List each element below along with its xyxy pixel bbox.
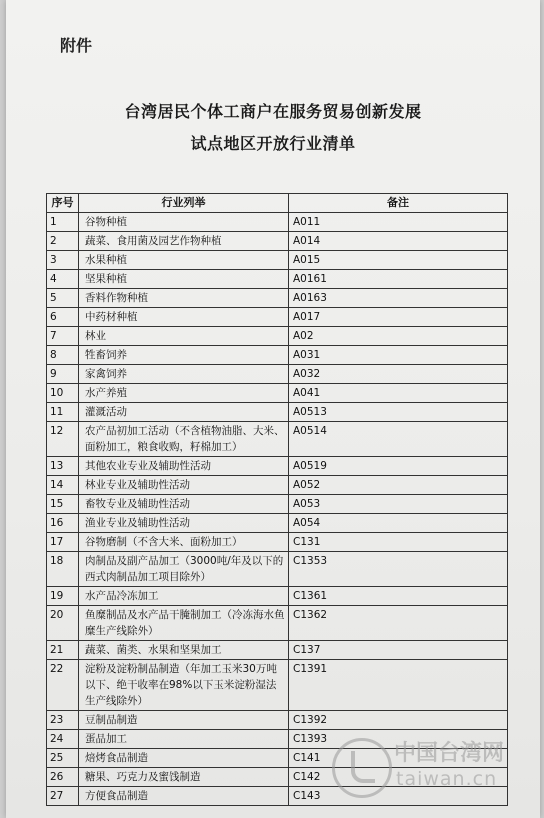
row-remark: A02 — [289, 327, 508, 346]
header-industry: 行业列举 — [79, 194, 289, 213]
row-industry: 林业专业及辅助性活动 — [79, 476, 289, 495]
table-row — [47, 346, 508, 365]
row-remark: A054 — [289, 514, 508, 533]
row-remark: A015 — [289, 251, 508, 270]
row-industry: 谷物磨制（不含大米、面粉加工） — [79, 533, 289, 552]
row-industry: 中药材种植 — [79, 308, 289, 327]
header-remark: 备注 — [289, 194, 508, 213]
row-remark: A0513 — [289, 403, 508, 422]
row-industry: 谷物种植 — [79, 213, 289, 232]
table-row — [47, 270, 508, 289]
row-remark: A0514 — [289, 422, 508, 457]
row-industry: 家禽饲养 — [79, 365, 289, 384]
table-row — [47, 422, 508, 457]
industry-list-table — [46, 193, 508, 806]
row-index: 11 — [47, 403, 79, 422]
attachment-label: 附件 — [60, 36, 93, 55]
table-row — [47, 365, 508, 384]
table-row — [47, 660, 508, 711]
table-row — [47, 476, 508, 495]
table-row — [47, 552, 508, 587]
row-industry: 水产养殖 — [79, 384, 289, 403]
row-index: 4 — [47, 270, 79, 289]
row-remark: C1362 — [289, 606, 508, 641]
row-index: 27 — [47, 787, 79, 806]
watermark-cn: 中国台湾网 — [394, 741, 505, 766]
row-industry: 坚果种植 — [79, 270, 289, 289]
row-remark: A011 — [289, 213, 508, 232]
row-industry: 农产品初加工活动（不含植物油脂、大米、面粉加工，粮食收购，籽棉加工） — [79, 422, 289, 457]
table-row — [47, 495, 508, 514]
table-row — [47, 384, 508, 403]
table-row — [47, 213, 508, 232]
row-index: 21 — [47, 641, 79, 660]
row-index: 16 — [47, 514, 79, 533]
row-industry: 香料作物种植 — [79, 289, 289, 308]
row-industry: 水果种植 — [79, 251, 289, 270]
row-index: 8 — [47, 346, 79, 365]
row-index: 10 — [47, 384, 79, 403]
row-remark: C131 — [289, 533, 508, 552]
table-row — [47, 457, 508, 476]
row-remark: A014 — [289, 232, 508, 251]
table-header-row — [47, 194, 508, 213]
row-index: 23 — [47, 711, 79, 730]
row-remark: A017 — [289, 308, 508, 327]
row-remark: C1361 — [289, 587, 508, 606]
row-index: 7 — [47, 327, 79, 346]
row-industry: 蔬菜、菌类、水果和坚果加工 — [79, 641, 289, 660]
row-index: 1 — [47, 213, 79, 232]
table-row — [47, 606, 508, 641]
row-index: 25 — [47, 749, 79, 768]
table-row — [47, 403, 508, 422]
row-remark: A031 — [289, 346, 508, 365]
row-industry: 其他农业专业及辅助性活动 — [79, 457, 289, 476]
row-index: 2 — [47, 232, 79, 251]
row-remark: A0163 — [289, 289, 508, 308]
row-remark: C1392 — [289, 711, 508, 730]
row-remark: A053 — [289, 495, 508, 514]
row-industry: 水产品冷冻加工 — [79, 587, 289, 606]
row-index: 12 — [47, 422, 79, 457]
row-index: 9 — [47, 365, 79, 384]
row-remark: C142 — [289, 768, 508, 787]
table-body — [47, 213, 508, 806]
row-industry: 豆制品制造 — [79, 711, 289, 730]
row-industry: 糖果、巧克力及蜜饯制造 — [79, 768, 289, 787]
row-remark: A0519 — [289, 457, 508, 476]
table-row — [47, 251, 508, 270]
table-row — [47, 308, 508, 327]
table-row — [47, 533, 508, 552]
header-index: 序号 — [47, 194, 79, 213]
row-index: 14 — [47, 476, 79, 495]
watermark-en: taiwan.cn — [396, 768, 498, 790]
row-index: 3 — [47, 251, 79, 270]
row-index: 24 — [47, 730, 79, 749]
row-remark: A032 — [289, 365, 508, 384]
row-remark: C1391 — [289, 660, 508, 711]
row-industry: 蔬菜、食用菌及园艺作物种植 — [79, 232, 289, 251]
document-page — [6, 0, 540, 818]
row-industry: 肉制品及副产品加工（3000吨/年及以下的西式肉制品加工项目除外） — [79, 552, 289, 587]
row-remark: C143 — [289, 787, 508, 806]
row-index: 13 — [47, 457, 79, 476]
row-index: 18 — [47, 552, 79, 587]
table-row — [47, 641, 508, 660]
table-row — [47, 232, 508, 251]
watermark — [332, 732, 532, 802]
row-industry: 淀粉及淀粉制品制造（年加工玉米30万吨以下、绝干收率在98%以下玉米淀粉湿法生产线除外） — [79, 660, 289, 711]
table-row — [47, 327, 508, 346]
row-index: 17 — [47, 533, 79, 552]
row-industry: 鱼糜制品及水产品干腌制加工（冷冻海水鱼糜生产线除外） — [79, 606, 289, 641]
document-title-line2: 试点地区开放行业清单 — [190, 134, 356, 153]
table-row — [47, 514, 508, 533]
row-index: 20 — [47, 606, 79, 641]
row-remark: C137 — [289, 641, 508, 660]
row-remark: A041 — [289, 384, 508, 403]
row-index: 5 — [47, 289, 79, 308]
row-industry: 牲畜饲养 — [79, 346, 289, 365]
row-remark: C1353 — [289, 552, 508, 587]
table-row — [47, 587, 508, 606]
row-industry: 渔业专业及辅助性活动 — [79, 514, 289, 533]
row-industry: 畜牧专业及辅助性活动 — [79, 495, 289, 514]
row-index: 6 — [47, 308, 79, 327]
taiwan-net-logo-icon — [332, 738, 392, 798]
row-index: 22 — [47, 660, 79, 711]
table-row — [47, 711, 508, 730]
row-index: 19 — [47, 587, 79, 606]
row-industry: 焙烤食品制造 — [79, 749, 289, 768]
row-industry: 蛋品加工 — [79, 730, 289, 749]
row-remark: C141 — [289, 749, 508, 768]
document-title-line1: 台湾居民个体工商户在服务贸易创新发展 — [124, 102, 422, 121]
row-remark: A0161 — [289, 270, 508, 289]
row-industry: 方便食品制造 — [79, 787, 289, 806]
row-index: 26 — [47, 768, 79, 787]
row-index: 15 — [47, 495, 79, 514]
row-remark: C1393 — [289, 730, 508, 749]
row-remark: A052 — [289, 476, 508, 495]
row-industry: 灌溉活动 — [79, 403, 289, 422]
row-industry: 林业 — [79, 327, 289, 346]
table-row — [47, 289, 508, 308]
